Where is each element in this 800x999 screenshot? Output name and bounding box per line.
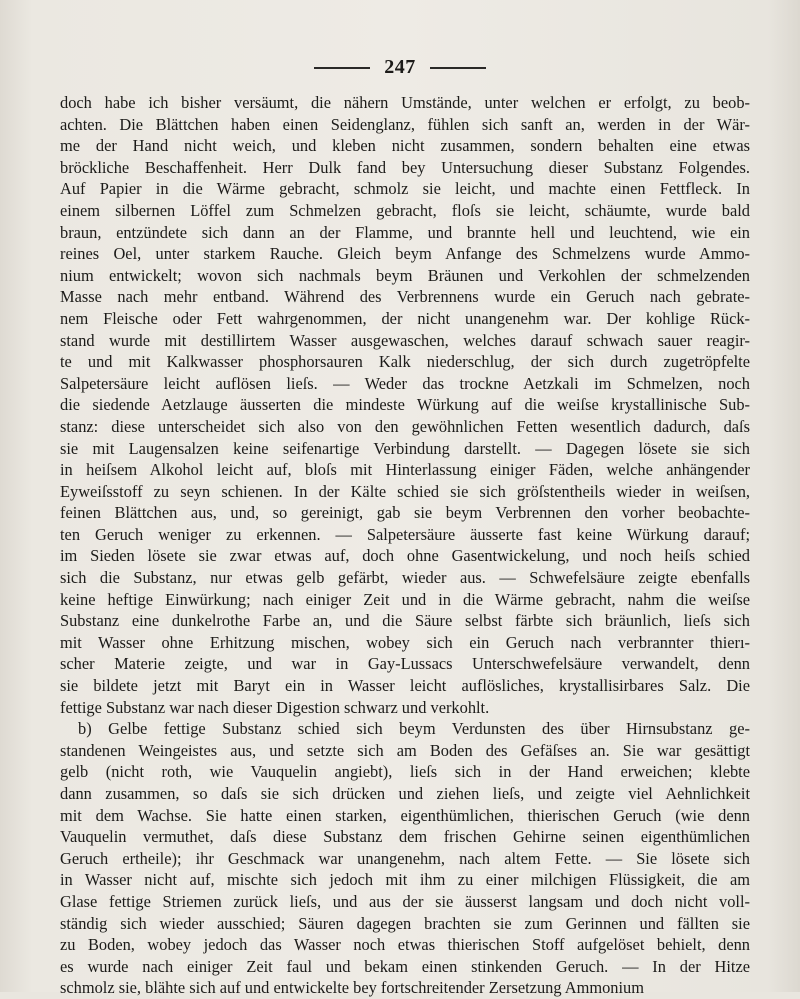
text-line: Substanz eine dunkelrothe Farbe an, und die Säure selbst färbte sich bräunlich, lieſs sich bbox=[60, 611, 750, 631]
text-line: b) Gelbe fettige Substanz schied sich beym Verdunsten des über Hirnsubstanz ge- bbox=[78, 719, 750, 739]
text-line: Vauquelin vermuthet, daſs diese Substanz dem frischen Gehirne seinen eigenthümlichen bbox=[60, 827, 750, 847]
text-line: Geruch ertheile); ihr Geschmack war unangenehm, nach altem Fette. — Sie lösete sich bbox=[60, 848, 750, 868]
text-line: keine heftige Einwürkung; nach einiger Zeit und in die Wärme gebracht, nahm die weiſse bbox=[60, 589, 750, 609]
text-line: im Sieden lösete sie zwar etwas auf, doch ohne Gasentwickelung, und noch heiſs schied bbox=[60, 546, 750, 566]
text-line: zu Boden, wobey jedoch das Wasser noch etwas thierischen Stoff aufgelöset behielt, denn bbox=[60, 935, 750, 955]
text-line: dann zusammen, so daſs sie sich drücken und ziehen lieſs, und zeigte viel Aehnlichkeit bbox=[60, 784, 750, 803]
text-line: braun, entzündete sich dann an der Flamme, und brannte hell und leuchtend, wie ein bbox=[60, 222, 750, 242]
text-line: achten. Die Blättchen haben einen Seidenglanz, fühlen sich sanft an, werden in der Wär- bbox=[60, 114, 750, 134]
text-line: stanz: diese unterscheidet sich also von den gewöhnlichen Fetten wesentlich dadurch, daſs bbox=[60, 416, 750, 436]
page-header bbox=[0, 56, 800, 79]
text-line: doch habe ich bisher versäumt, die nähern Umstände, unter welchen er erfolgt, zu beob- bbox=[60, 93, 750, 112]
text-line: feinen Blättchen aus, und, so gereinigt, gab sie beym Verbrennen den vorher beobachte- bbox=[60, 503, 750, 523]
text-line: die siedende Aetzlauge äusserten die mindeste Würkung auf die weiſse krystallinische Sub- bbox=[60, 395, 750, 415]
text-line: standenen Weingeistes aus, und setzte sich am Boden des Gefäſses an. Sie war gesättigt bbox=[60, 740, 750, 760]
text-line: ten Geruch weniger zu erkennen. — Salpetersäure äusserte fast keine Würkung darauf; bbox=[60, 524, 750, 544]
text-line: Eyweiſsstoff zu seyn schienen. In der Kälte schied sie sich gröſstentheils wieder in weiſsen, bbox=[60, 481, 750, 501]
text-line: sich die Substanz, nur etwas gelb gefärbt, wieder aus. — Schwefelsäure zeigte ebenfalls bbox=[60, 568, 750, 588]
header-rule-left bbox=[314, 67, 370, 69]
text-line: ständig sich wieder ausschied; Säuren dagegen brachten sie zum Gerinnen und fällten sie bbox=[60, 913, 750, 933]
text-line: in heiſsem Alkohol leicht auf, bloſs mit Hinterlassung einiger Fäden, welche anhängender bbox=[60, 460, 750, 480]
text-line: einem silbernen Löffel zum Schmelzen gebracht, floſs sie leicht, schäumte, wurde bald bbox=[60, 200, 750, 220]
text-line: in Wasser nicht auf, mischte sich jedoch mit ihm zu einer milchigen Flüssigkeit, die am bbox=[60, 870, 750, 890]
text-line: sie mit Laugensalzen keine seifenartige Verbindung darstellt. — Dagegen lösete sie sich bbox=[60, 438, 750, 458]
text-line: gelb (nicht roth, wie Vauquelin angiebt), lieſs sich in der Hand erweichen; klebte bbox=[60, 762, 750, 782]
body-text bbox=[60, 92, 750, 999]
text-line: me der Hand nicht weich, und kleben nicht zusammen, sondern behalten eine etwas bbox=[60, 136, 750, 156]
text-line: schmolz sie, blähte sich auf und entwickelte bey fortschreitender Zersetzung Ammonium bbox=[60, 978, 644, 998]
text-line: sie bildete jetzt mit Baryt ein in Wasser leicht auflösliches, krystallisirbares Salz. Die bbox=[60, 676, 750, 696]
text-line: stand wurde mit destillirtem Wasser ausgewaschen, welches darauf schwach sauer reagir- bbox=[60, 330, 750, 350]
text-line: Masse nach mehr entband. Während des Verbrennens wurde ein Geruch nach gebrate- bbox=[60, 287, 750, 307]
text-line: fettige Substanz war nach dieser Digestion schwarz und verkohlt. bbox=[60, 697, 490, 717]
text-line: reines Oel, unter starkem Rauche. Gleich beym Anfange des Schmelzens wurde Ammo- bbox=[60, 244, 750, 264]
text-line: mit dem Wachse. Sie hatte einen starken, eigenthümlichen, thierischen Geruch (wie denn bbox=[60, 805, 750, 825]
page-number: 247 bbox=[384, 56, 416, 78]
text-line: mit Wasser ohne Erhitzung mischen, wobey sich ein Geruch nach verbrannter thierı- bbox=[60, 632, 750, 652]
header-rule-right bbox=[430, 67, 486, 69]
text-line: Auf Papier in die Wärme gebracht, schmolz sie leicht, und machte einen Fettfleck. In bbox=[60, 179, 750, 199]
text-line: nium entwickelt; wovon sich nachmals beym Bräunen und Verkohlen der schmelzenden bbox=[60, 265, 750, 285]
text-line: es wurde nach einiger Zeit faul und bekam einen stinkenden Geruch. — In der Hitze bbox=[60, 956, 750, 976]
text-line: scher Materie zeigte, und war in Gay-Lussacs Unterschwefelsäure verwandelt, denn bbox=[60, 654, 750, 674]
text-line: nem Fleische oder Fett wahrgenommen, der nicht unangenehm war. Der kohlige Rück- bbox=[60, 308, 750, 328]
text-line: bröckliche Beschaffenheit. Herr Dulk fand bey Untersuchung dieser Substanz Folgendes. bbox=[60, 157, 750, 177]
text-line: te und mit Kalkwasser phosphorsauren Kalk niederschlug, der sich durch zugetröpfelte bbox=[60, 352, 750, 372]
text-line: Glase fettige Striemen zurück lieſs, und aus der sie äusserst langsam und doch nicht voll- bbox=[60, 891, 750, 911]
text-line: Salpetersäure leicht auflösen lieſs. — Weder das trockne Aetzkali im Schmelzen, noch bbox=[60, 373, 750, 393]
